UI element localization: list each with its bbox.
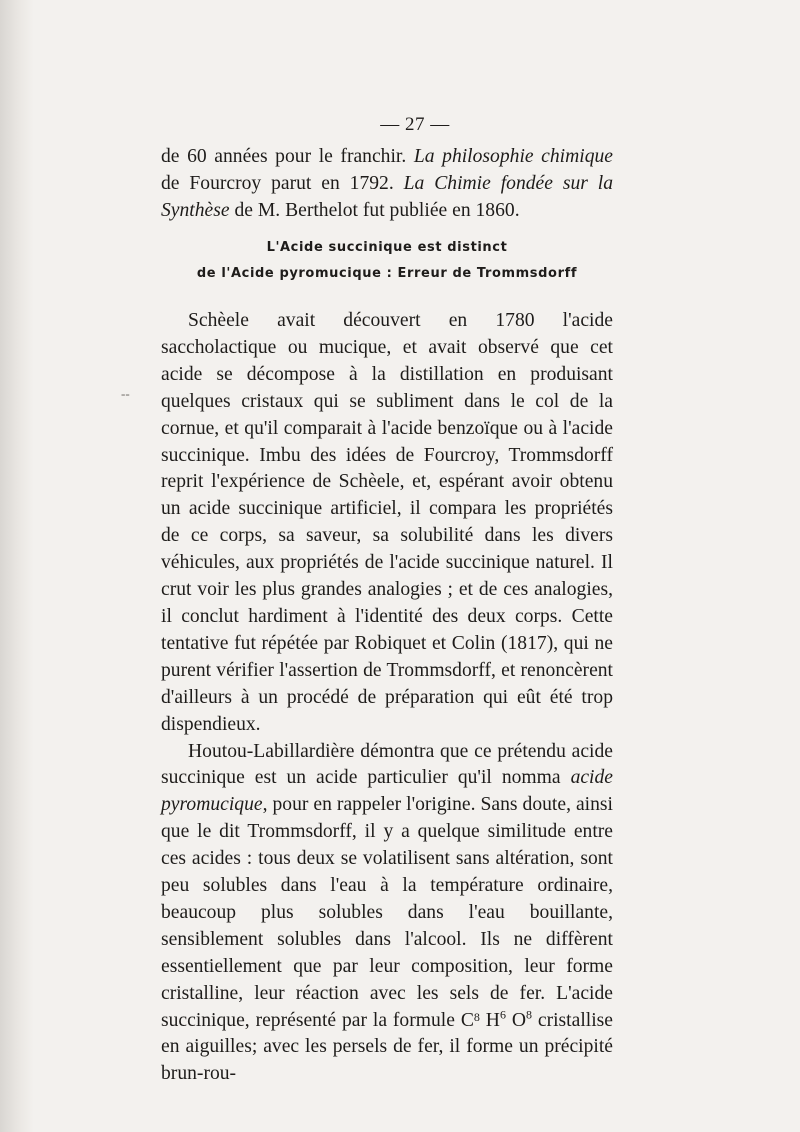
paragraph-scheele: Schèele avait découvert en 1780 l'acide saccholactique ou mucique, et avait observé que cet acide se décompose à la distillation en produisant quelques cristaux qui se subliment dans le col de la cornue, et qu'il comparait à l'acide benzoïque ou à l'acide succinique. Imbu des idées de Fourcroy, Trommsdorff reprit l'expérience de Schèele, et, espérant avoir obtenu un acide succinique artificiel, il compara les propriétés de ce corps, sa saveur, sa solubilité dans les divers véhicules, aux propriétés de l'acide succinique naturel. Il crut voir les plus grandes analogies ; et de ces analogies, il conclut hardiment à l'identité des deux corps. Cette tentative fut répétée par Robiquet et Colin (1817), qui ne purent vérifier l'assertion de Trommsdorff, et renoncèrent d'ailleurs à un procédé de préparation qui eût été trop dispendieux. [161,310,613,735]
term-acide-pyromucique: acide pyromucique [161,767,613,816]
chemical-formula: $C^8$ $H^6$ $O^8$ [460,1007,532,1031]
title-philosophie-chimique: La philosophie chimique [413,146,614,167]
page-number: — 27 — [380,114,450,135]
title-chimie-fondee: La Chimie fondée sur la Synthèse [161,172,614,221]
main-body [161,308,613,1088]
margin-mark: -- [121,386,130,401]
page-binding-edge [0,0,34,1132]
opening-text: de 60 années pour le franchir. La philosophie chimique de Fourcroy parut en 1792. La Chimie fondée sur la Synthèse de M. Berthelot fut publiée en 1860. [161,146,614,221]
section-heading-line-2: de l'Acide pyromucique : Erreur de Trommsdorff [196,266,578,281]
opening-paragraph [161,144,613,225]
section-heading-line-1: L'Acide succinique est distinct [266,240,508,255]
paragraph-houtou-labillardiere: Houtou-Labillardière démontra que ce prétendu acide succinique est un acide particulier qu'il nomma acide pyromucique, pour en rappeler l'origine. Sans doute, ainsi que le dit Trommsdorff, il y a quelque similitude entre ces acides : tous deux se volatilisent sans altération, sont peu solubles dans l'eau à la température ordinaire, beaucoup plus solubles dans l'eau bouillante, sensiblement solubles dans l'alcool. Ils ne diffèrent essentiellement que par leur composition, leur forme cristalline, leur réaction avec les sels de fer. L'acide succinique, représenté par la formule $C^8$ $H^6$ $O^8$ cristallise en aiguilles; avec les persels de fer, il forme un précipité brun-rou- [161,740,613,1085]
